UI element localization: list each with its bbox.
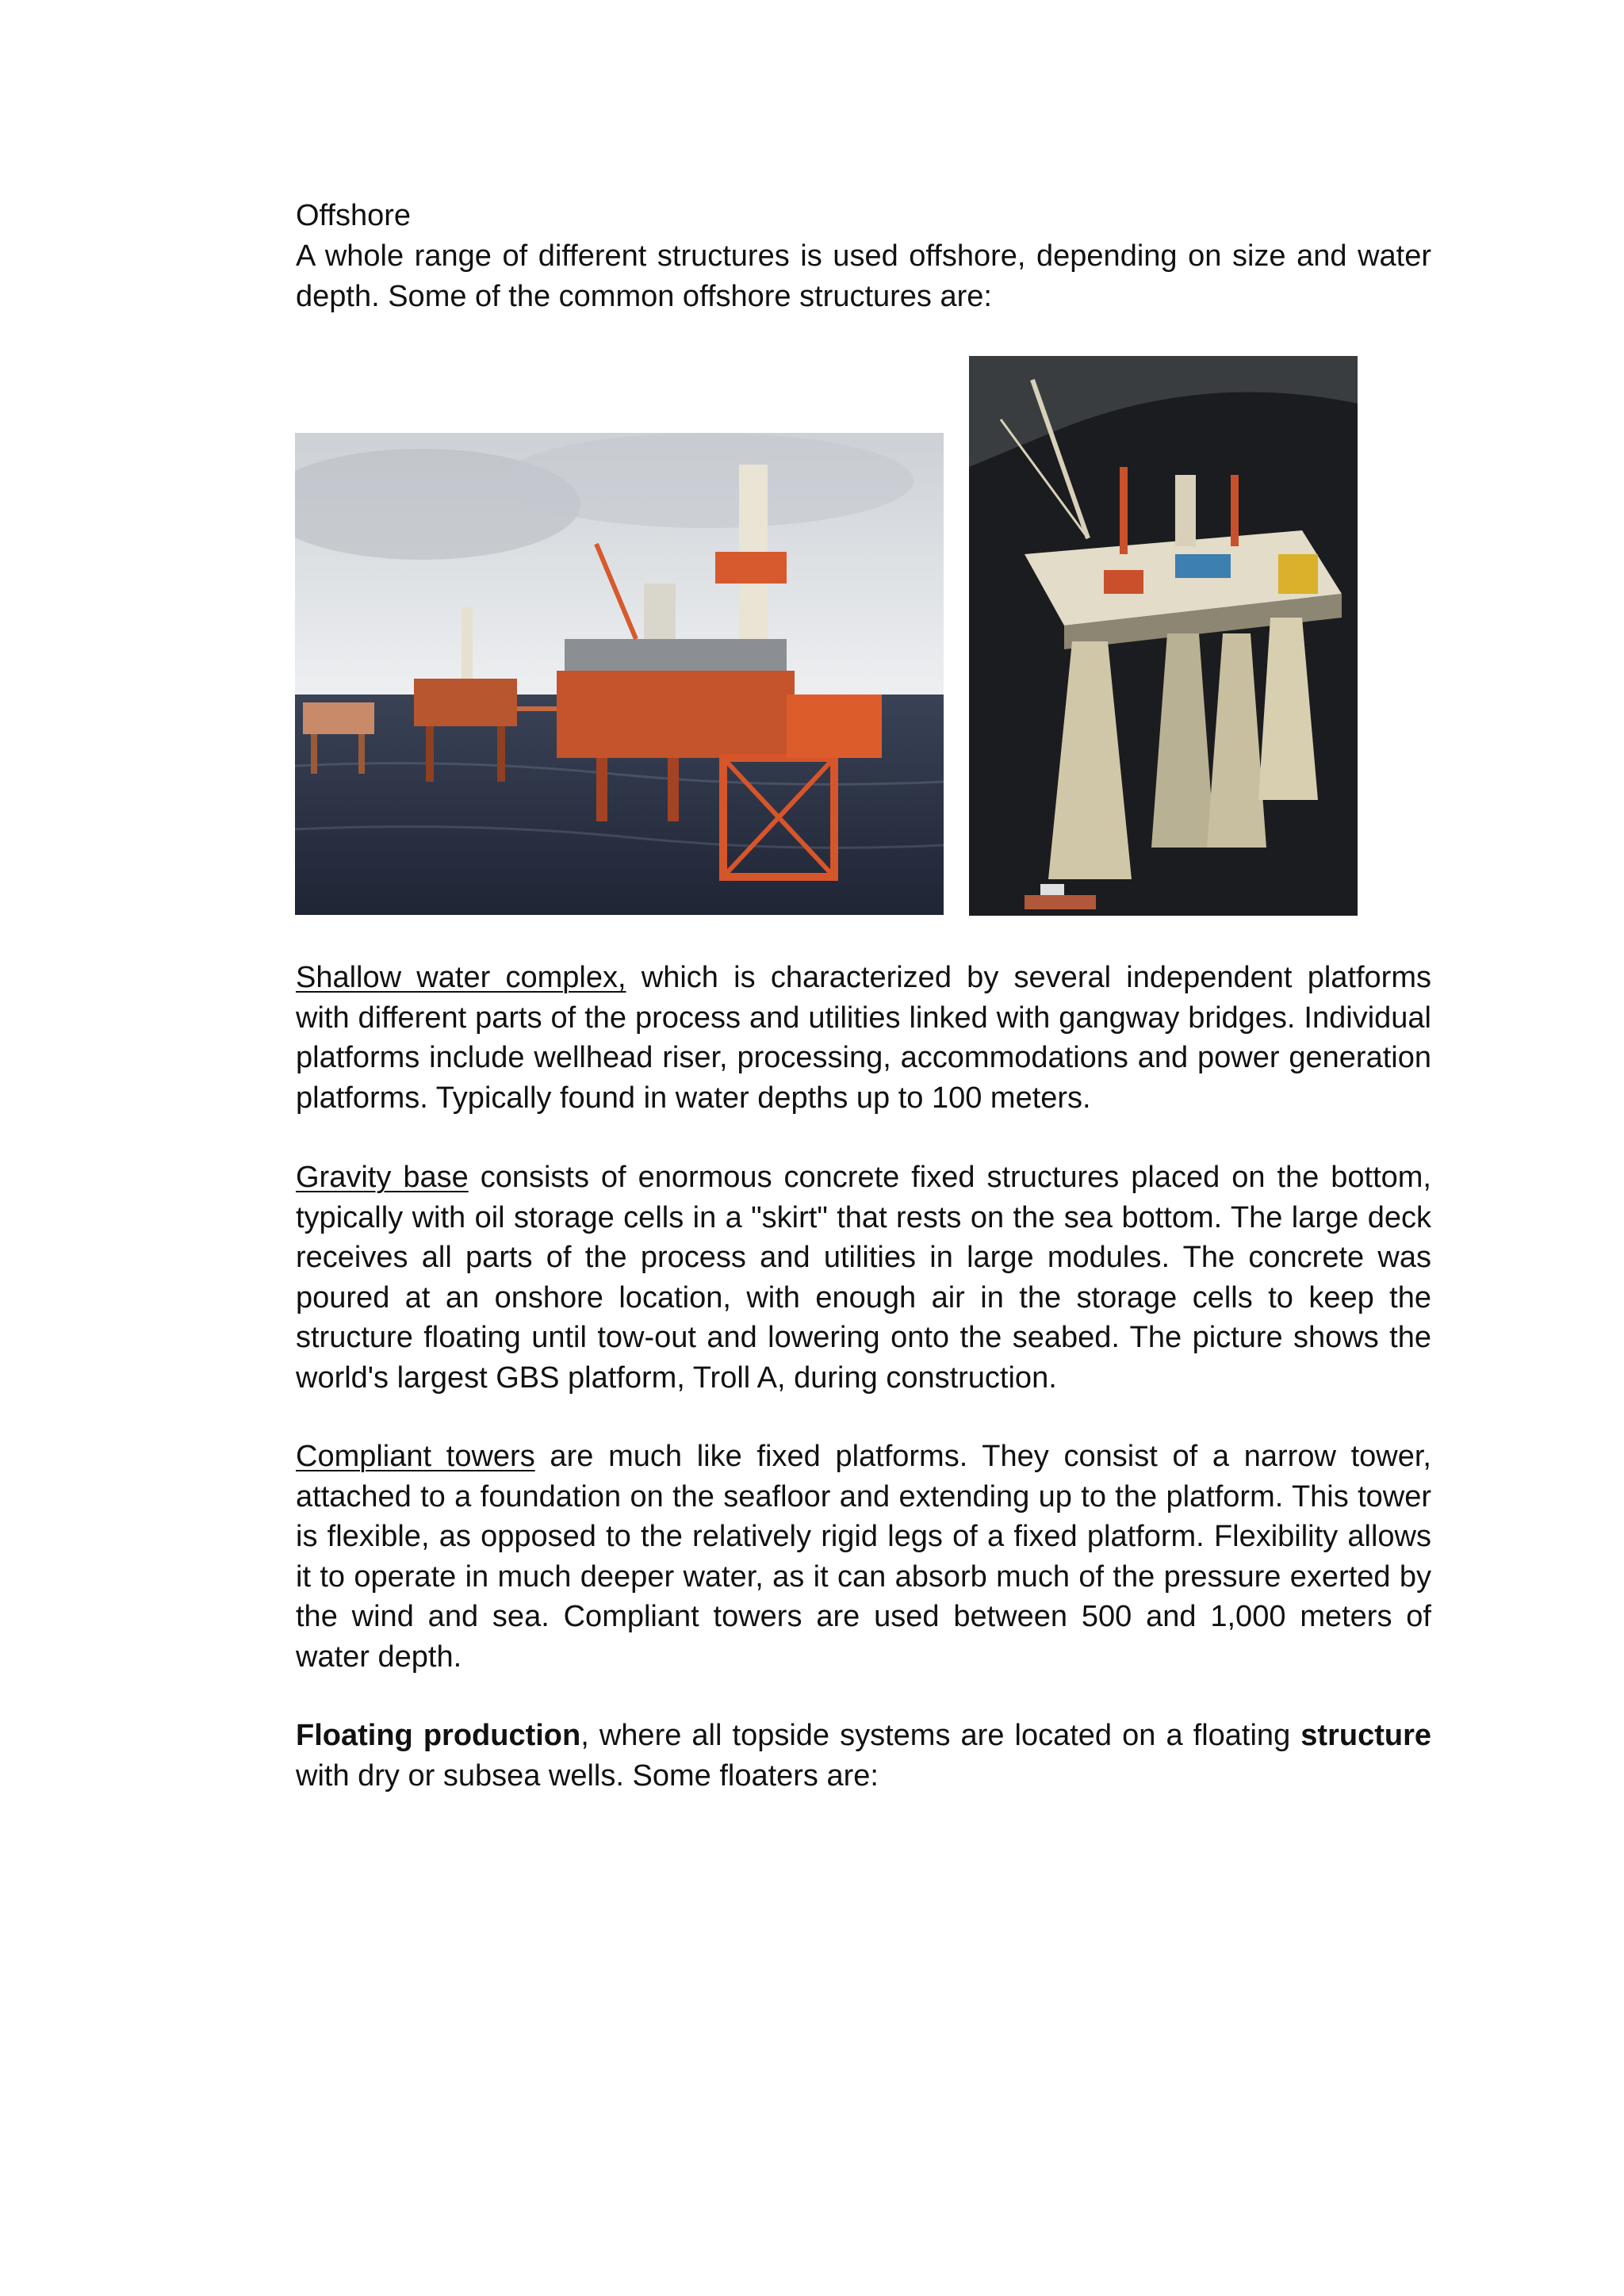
compliant-towers-term: Compliant towers	[296, 1440, 535, 1473]
shallow-water-complex-photo	[295, 433, 944, 915]
gravity-base-text: consists of enormous concrete fixed structures placed on the bottom, typically with oil storage cells in a "skirt" that rests on the sea bottom. The large deck receives all parts of the process and utilities in large modules. The concrete was poured at an onshore location, with enough air in the storage cells to keep the structure floating until tow-out and lowering onto the seabed. The picture shows the world's largest GBS platform, Troll A, during construction.	[296, 1161, 1431, 1395]
compliant-towers-text: are much like fixed platforms. They consist of a narrow tower, attached to a foundation on the seafloor and extending up to the platform. This tower is flexible, as opposed to the relatively rigid legs of a fixed platform. Flexibility allows it to operate in much deeper water, as it can absorb much of the pressure exerted by the wind and sea. Compliant towers are used between 500 and 1,000 meters of water depth.	[296, 1440, 1431, 1674]
floating-production-bold-word: structure	[1300, 1719, 1431, 1752]
gravity-base-troll-a-photo	[969, 356, 1358, 916]
floating-production-term: Floating production	[296, 1719, 581, 1752]
gravity-base-paragraph	[296, 1158, 1431, 1398]
section-title: Offshore	[296, 199, 412, 232]
floating-production-text-a: , where all topside systems are located on a floating	[580, 1719, 1301, 1752]
shallow-water-term: Shallow water complex,	[296, 961, 626, 994]
shallow-water-text: which is characterized by several independent platforms with different parts of the process and utilities linked with gangway bridges. Individual platforms include wellhead riser, processing, accommodations and power generation platforms. Typically found in water depths up to 100 meters.	[296, 961, 1431, 1115]
shallow-water-paragraph	[296, 958, 1431, 1118]
intro-paragraph: A whole range of different structures is used offshore, depending on size and water depth. Some of the common offshore structures are:	[296, 239, 1431, 313]
gravity-base-term: Gravity base	[296, 1161, 469, 1194]
floating-production-paragraph	[296, 1716, 1431, 1796]
floating-production-text-b: with dry or subsea wells. Some floaters are:	[296, 1758, 879, 1793]
compliant-towers-paragraph	[296, 1437, 1431, 1677]
